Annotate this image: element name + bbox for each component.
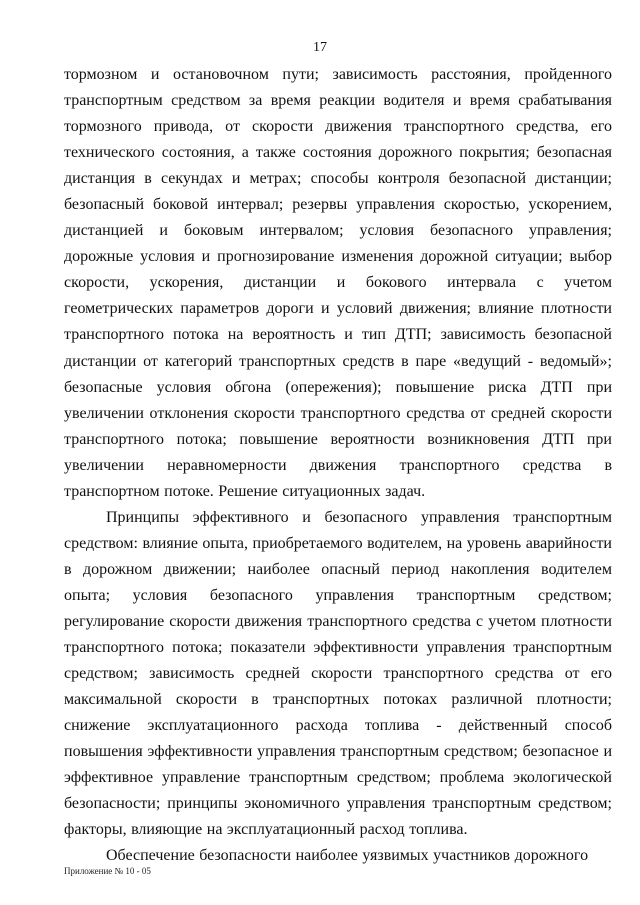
paragraph-2: Принципы эффективного и безопасного управления транспортным средством: влияние опыта, приобретаемого водителем, на уровень аварийности в дорожном движении; наиболее опасный период накопления водителем опыта; условия безопасного управления транспортным средством; регулирование скорости движения транспортного средства с учетом плотности транспортного потока; показатели эффективности управления транспортным средством; зависимость средней скорости транспортного средства от его максимальной скорости в транспортных потоках различной плотности; снижение эксплуатационного расхода топлива - действенный способ повышения эффективности управления транспортным средством; безопасное и эффективное управление транспортным средством; проблема экологической безопасности; принципы экономичного управления транспортным средством; факторы, влияющие на эксплуатационный расход топлива. (64, 508, 612, 839)
page-number: 17 (313, 40, 327, 55)
footer-attachment-label: Приложение № 10 - 05 (64, 866, 151, 876)
paragraph-1: тормозном и остановочном пути; зависимость расстояния, пройденного транспортным средством за время реакции водителя и время срабатывания тормозного привода, от скорости движения транспортного средства, его технического состояния, а также состояния дорожного покрытия; безопасная дистанция в секундах и метрах; способы контроля безопасной дистанции; безопасный боковой интервал; резервы управления скоростью, ускорением, дистанцией и боковым интервалом; условия безопасного управления; дорожные условия и прогнозирование изменения дорожной ситуации; выбор скорости, ускорения, дистанции и бокового интервала с учетом геометрических параметров дороги и условий движения; влияние плотности транспортного потока на вероятность и тип ДТП; зависимость безопасной дистанции от категорий транспортных средств в паре «ведущий - ведомый»; безопасные условия обгона (опережения); повышение риска ДТП при увеличении отклонения скорости транспортного средства от средней скорости транспортного потока; повышение вероятности возникновения ДТП при увеличении неравномерности движения транспортного средства в транспортном потоке. Решение ситуационных задач. (64, 66, 612, 500)
body-text (64, 62, 612, 869)
paragraph-3: Обеспечение безопасности наиболее уязвимых участников дорожного (106, 847, 589, 865)
